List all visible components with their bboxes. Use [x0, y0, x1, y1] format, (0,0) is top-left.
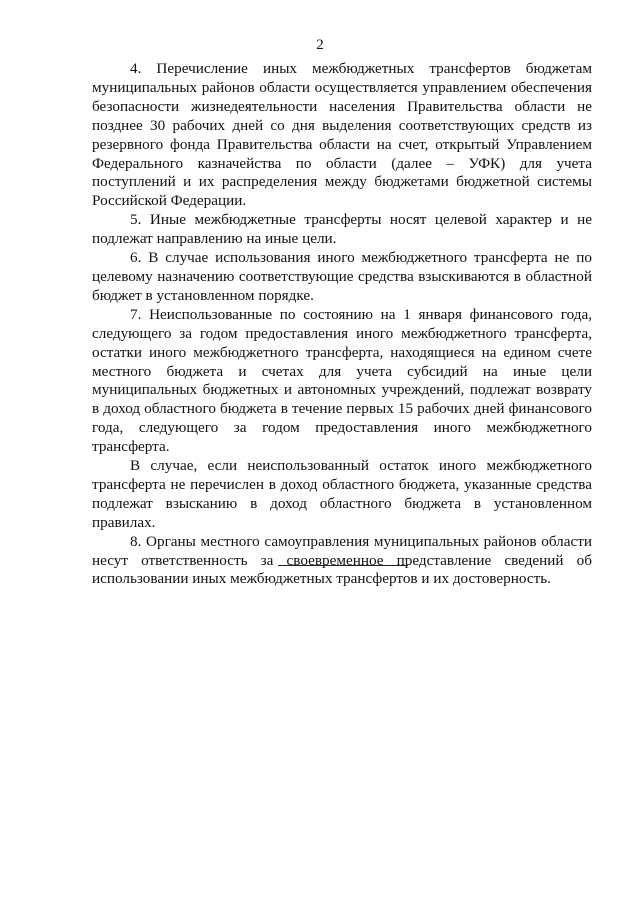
document-body — [92, 60, 592, 589]
paragraph-8: 8. Органы местного самоуправления муниципальных районов области несут ответственность за своевременное представление сведений об использовании иных межбюджетных трансфертов и их достоверность. — [92, 532, 592, 588]
page-number: 2 — [316, 37, 324, 53]
paragraph-7: 7. Неиспользованные по состоянию на 1 января финансового года, следующего за годом предоставления иного межбюджетного трансферта, остатки иного межбюджетного трансферта, находящиеся на едином счете местного бюджета и счетах для учета субсидий на иные цели муниципальных бюджетных и автономных учреждений, подлежат возврату в доход областного бюджета в течение первых 15 рабочих дней финансового года, следующего за годом предоставления иного межбюджетного трансферта. — [92, 305, 592, 456]
paragraph-4: 4. Перечисление иных межбюджетных трансфертов бюджетам муниципальных районов области осуществляется управлением обеспечения безопасности жизнедеятельности населения Правительства области не позднее 30 рабочих дней со дня выделения соответствующих средств из резервного фонда Правительства области на счет, открытый Управлением Федерального казначейства по области (далее – УФК) для учета поступлений и их распределения между бюджетами бюджетной системы Российской Федерации. — [92, 60, 592, 210]
end-of-document-rule — [278, 565, 408, 566]
paragraph-6: 6. В случае использования иного межбюджетного трансферта не по целевому назначению соответствующие средства взыскиваются в областной бюджет в установленном порядке. — [92, 249, 592, 304]
paragraph-7-continuation: В случае, если неиспользованный остаток иного межбюджетного трансферта не перечислен в доход областного бюджета, указанные средства подлежат взысканию в доход областного бюджета в установленном правилах. — [92, 457, 592, 531]
paragraph-5: 5. Иные межбюджетные трансферты носят целевой характер и не подлежат направлению на иные цели. — [92, 211, 592, 248]
